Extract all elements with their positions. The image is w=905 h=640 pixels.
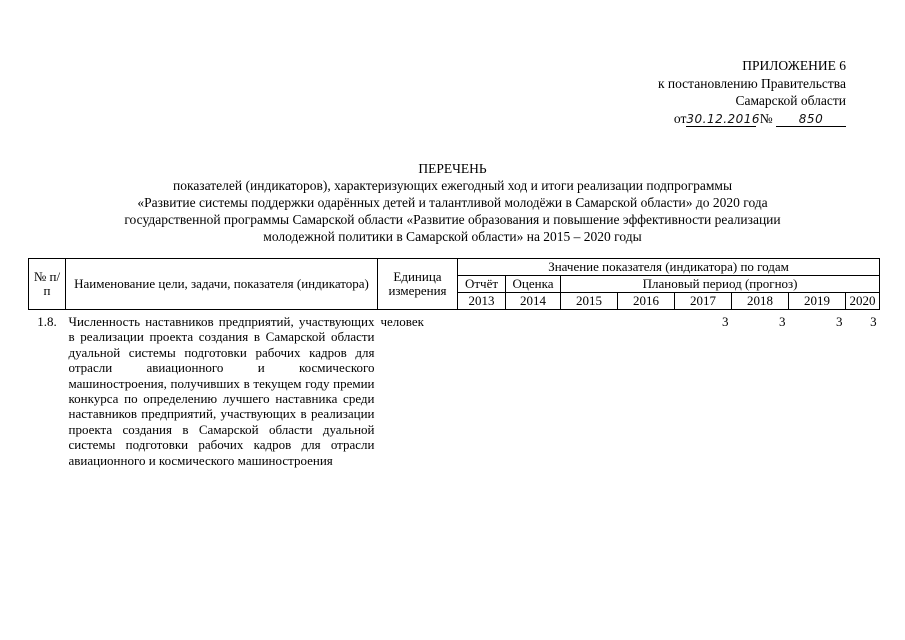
- number-label: №: [759, 110, 773, 126]
- row-unit: человек: [380, 314, 424, 329]
- header-year-2015: 2015: [561, 293, 618, 310]
- heading-line-3: государственной программы Самарской области «Развитие образования и повышение эффективности реализации: [124, 212, 781, 227]
- handwritten-date: 30.12.2016: [686, 111, 761, 126]
- row-num: 1.8.: [37, 314, 57, 329]
- row-value-2018: 3: [779, 314, 786, 329]
- indicators-table: [28, 258, 880, 468]
- appendix-title: ПРИЛОЖЕНИЕ 6: [742, 58, 846, 73]
- appendix-block: [658, 57, 846, 127]
- row-name: Численность наставников предприятий, участвующих в реализации проекта создания в Самарской области дуальной системы подготовки рабочих кадров для отрасли авиационного и космического машиностроения, получивших в текущем году премии конкурса по определению лучшего наставника среди наставников предприятий, участвующих в реализации проекта создания в Самарской области дуальной системы подготовки рабочих кадров для отрасли авиационного и космического машиностроения: [68, 314, 375, 468]
- header-year-2018: 2018: [732, 293, 789, 310]
- heading-title: ПЕРЕЧЕНЬ: [418, 161, 487, 176]
- table-row: [29, 310, 880, 469]
- from-label: от: [673, 110, 687, 126]
- header-year-2013: 2013: [458, 293, 506, 310]
- header-num: № п/п: [29, 259, 66, 310]
- header-report: Отчёт: [458, 276, 506, 293]
- header-estimate: Оценка: [506, 276, 561, 293]
- appendix-line-2: Самарской области: [735, 93, 846, 108]
- heading-line-4: молодежной политики в Самарской области» на 2015 – 2020 годы: [263, 229, 642, 244]
- row-value-2013: [458, 310, 506, 469]
- header-year-2020: 2020: [846, 293, 880, 310]
- row-value-2017: 3: [722, 314, 729, 329]
- appendix-line-1: к постановлению Правительства: [657, 75, 846, 91]
- row-value-2020: 3: [870, 314, 877, 329]
- header-unit: Единица измерения: [378, 259, 458, 310]
- header-year-2014: 2014: [506, 293, 561, 310]
- header-plan-group: Плановый период (прогноз): [561, 276, 880, 293]
- header-year-2017: 2017: [675, 293, 732, 310]
- row-value-2019: 3: [836, 314, 843, 329]
- handwritten-number: 850: [776, 112, 846, 127]
- document-heading: [60, 160, 845, 245]
- row-value-2015: [561, 310, 618, 469]
- heading-line-2: «Развитие системы поддержки одарённых детей и талантливой молодёжи в Самарской области» до 2020 года: [137, 195, 768, 210]
- header-values-group: Значение показателя (индикатора) по годам: [458, 259, 880, 276]
- heading-line-1: показателей (индикаторов), характеризующих ежегодный ход и итоги реализации подпрограммы: [172, 178, 733, 193]
- row-value-2014: [506, 310, 561, 469]
- header-name: Наименование цели, задачи, показателя (индикатора): [66, 259, 378, 310]
- header-year-2016: 2016: [618, 293, 675, 310]
- header-year-2019: 2019: [789, 293, 846, 310]
- appendix-date-line: [674, 110, 846, 128]
- row-value-2016: [618, 310, 675, 469]
